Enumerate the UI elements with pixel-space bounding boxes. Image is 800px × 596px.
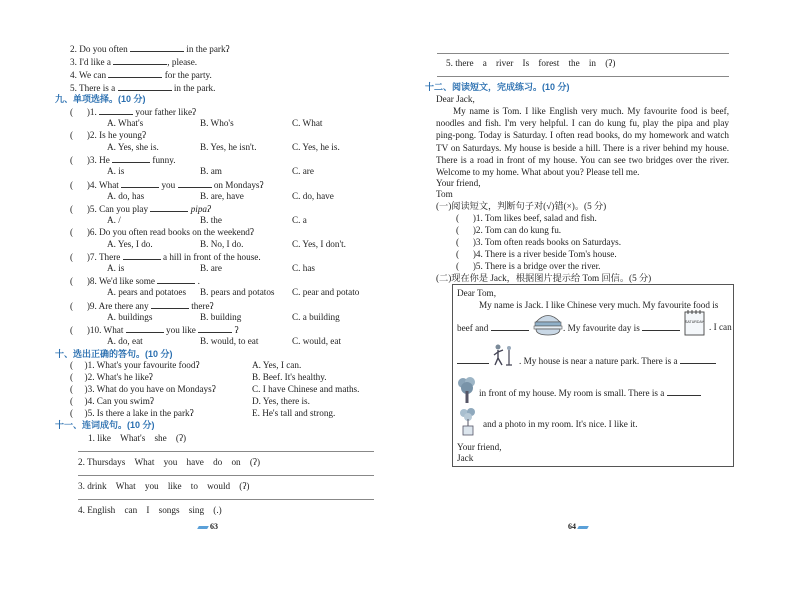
answer-blank[interactable]	[680, 355, 716, 364]
answer-blank[interactable]	[118, 82, 172, 91]
tf-item: ( )2. Tom can do kung fu.	[456, 225, 562, 235]
letter-signature: Tom	[436, 189, 453, 199]
answer-blank[interactable]	[642, 322, 680, 331]
section-12-title: 十二、阅读短文，完成练习。(10 分)	[425, 82, 570, 92]
match-question: ( )3. What do you have on Mondaysʔ	[70, 384, 216, 394]
mc-question: ( )9. Are there any thereʔ	[70, 300, 214, 311]
mc-question: ( )10. What you like ʔ	[70, 324, 239, 335]
mc-option-b[interactable]: B. the	[200, 214, 222, 225]
section-11-title: 十一、连词成句。(10 分)	[55, 420, 155, 430]
mc-option-a[interactable]: A. Yes, I do.	[107, 239, 153, 249]
page-number-left: 63	[196, 522, 218, 531]
reply-line-3: . My house is near a nature park. There is a	[519, 355, 716, 367]
answer-blank[interactable]	[151, 300, 189, 309]
calendar-icon	[683, 309, 707, 337]
mc-question: ( )7. There a hill in front of the house.	[70, 252, 261, 263]
match-question: ( )4. Can you swimʔ	[70, 396, 154, 406]
mc-question: ( )1. your father likeʔ	[70, 107, 197, 117]
answer-blank[interactable]	[667, 387, 701, 396]
reply-line-4: in front of my house. My room is small. There is a	[479, 387, 701, 399]
mc-option-a[interactable]: A. What's	[107, 118, 144, 128]
answer-blank[interactable]	[126, 324, 164, 333]
tf-item: ( )3. Tom often reads books on Saturdays.	[456, 237, 622, 247]
tree-icon	[455, 375, 479, 405]
reply-line-1: My name is Jack. I like Chinese very much. My favourite food is	[479, 300, 719, 310]
answer-blank[interactable]	[130, 43, 184, 52]
reply-line-3a	[457, 355, 489, 367]
fill-item: 2. Do you often in the parkʔ	[70, 44, 230, 54]
mc-option-c[interactable]: C. a	[292, 214, 307, 225]
part-2-title: (二)现在你是 Jack，根据图片提示给 Tom 回信。(5 分)	[436, 273, 652, 283]
kung-fu-icon	[491, 343, 515, 367]
match-question: ( )5. Is there a lake in the parkʔ	[70, 408, 194, 418]
answer-blank[interactable]	[99, 106, 133, 115]
answer-line[interactable]	[78, 475, 374, 476]
answer-blank[interactable]	[113, 56, 167, 65]
answer-line[interactable]	[437, 76, 729, 77]
match-answer[interactable]: E. He's tall and strong.	[252, 408, 336, 418]
mc-option-a[interactable]: A. do, has	[107, 190, 145, 201]
answer-blank[interactable]	[157, 275, 195, 284]
answer-blank[interactable]	[121, 179, 159, 188]
mc-question: ( )3. He funny.	[70, 155, 176, 166]
mc-option-b[interactable]: B. are, have	[200, 190, 244, 201]
order-item: 4. English can I songs sing (.)	[78, 505, 222, 515]
answer-blank[interactable]	[123, 251, 161, 260]
answer-blank[interactable]	[198, 324, 232, 333]
order-item: 2. Thursdays What you have do on (ʔ)	[78, 457, 261, 467]
answer-line[interactable]	[437, 53, 729, 54]
mc-option-b[interactable]: B. No, I do.	[200, 239, 244, 249]
mc-option-c[interactable]: C. pear and potato	[292, 287, 360, 298]
mc-option-a[interactable]: A. Yes, she is.	[107, 142, 159, 153]
mc-option-c[interactable]: C. Yes, I don't.	[292, 239, 346, 249]
match-answer[interactable]: A. Yes, I can.	[252, 360, 302, 370]
part-1-title: (一)阅读短文，判断句子对(√)错(×)。(5 分)	[436, 201, 607, 211]
match-answer[interactable]: C. I have Chinese and maths.	[252, 384, 360, 394]
mc-option-b[interactable]: B. are	[200, 263, 222, 274]
match-answer[interactable]: B. Beef. It's healthy.	[252, 372, 327, 382]
order-item: 1. like What's she (ʔ)	[88, 433, 187, 443]
mc-option-c[interactable]: C. a building	[292, 311, 340, 322]
mc-option-c[interactable]: C. would, eat	[292, 335, 341, 346]
reply-line-2b: . My favourite day is	[563, 322, 680, 334]
reply-letter-box	[452, 284, 734, 467]
mc-option-b[interactable]: B. Who's	[200, 118, 234, 128]
hamburger-icon	[533, 311, 563, 337]
mc-option-b[interactable]: B. would, to eat	[200, 335, 259, 346]
reply-greeting: Dear Tom,	[457, 288, 496, 298]
mc-question: ( )5. Can you play pipaʔ	[70, 203, 211, 214]
letter-body: My name is Tom. I like English very much. My favourite food is beef, noodles and fish. I'm very helpful. I can do kung fu, play the pipa and play ping-pong. Today is Saturday. I often read books, do my homework and watch TV on Saturdays. My house is beside a hill. There is a river behind my house. There is a road in front of my house. You can see two bridges over the river. Welcome to my home. What about you? Please tell me.	[436, 106, 729, 178]
mc-option-b[interactable]: B. Yes, he isn't.	[200, 142, 257, 153]
section-10-title: 十、选出正确的答句。(10 分)	[55, 349, 173, 359]
reply-line-2: beef and	[457, 322, 529, 334]
answer-blank[interactable]	[112, 154, 150, 163]
mc-option-c[interactable]: C. Yes, he is.	[292, 142, 340, 153]
answer-line[interactable]	[78, 499, 374, 500]
tf-item: ( )4. There is a river beside Tom's house.	[456, 249, 617, 259]
answer-blank[interactable]	[457, 355, 489, 364]
mc-option-a[interactable]: A. pears and potatoes	[107, 287, 187, 298]
match-question: ( )1. What's your favourite foodʔ	[70, 360, 200, 370]
mc-option-a[interactable]: A. /	[107, 214, 121, 225]
page-deco-icon	[577, 526, 589, 529]
mc-option-a[interactable]: A. do, eat	[107, 335, 143, 346]
mc-option-c[interactable]: C. are	[292, 166, 314, 177]
mc-option-b[interactable]: B. pears and potatos	[200, 287, 275, 298]
answer-blank[interactable]	[491, 322, 529, 331]
mc-option-b[interactable]: B. building	[200, 311, 242, 322]
fill-item: 4. We can for the party.	[70, 70, 212, 80]
calendar-day-label: SATURDAY	[684, 320, 705, 324]
reply-closing: Your friend,	[457, 442, 502, 452]
reply-signature: Jack	[457, 453, 474, 463]
answer-blank[interactable]	[150, 203, 188, 212]
match-answer[interactable]: D. Yes, there is.	[252, 396, 310, 406]
mc-option-a[interactable]: A. is	[107, 263, 125, 274]
section-9-title: 九、单项选择。(10 分)	[55, 94, 146, 104]
mc-option-c[interactable]: C. has	[292, 263, 315, 274]
mc-question: ( )6. Do you often read books on the weekendʔ	[70, 227, 254, 237]
flower-vase-icon	[457, 407, 479, 437]
answer-line[interactable]	[78, 451, 374, 452]
fill-item: 3. I'd like a , please.	[70, 57, 198, 67]
tf-item: ( )1. Tom likes beef, salad and fish.	[456, 213, 597, 223]
answer-blank[interactable]	[178, 179, 212, 188]
order-item: 3. drink What you like to would (ʔ)	[78, 481, 250, 491]
mc-option-a[interactable]: A. is	[107, 166, 125, 177]
page-number-right: 64	[568, 522, 590, 531]
page-deco-icon	[197, 526, 209, 529]
mc-question: ( )4. What you on Mondaysʔ	[70, 179, 264, 190]
tf-item: ( )5. There is a bridge over the river.	[456, 261, 601, 271]
reply-line-5: and a photo in my room. It's nice. I like it.	[483, 419, 638, 429]
mc-question: ( )2. Is he youngʔ	[70, 130, 147, 141]
letter-greeting: Dear Jack,	[436, 94, 475, 104]
mc-question: ( )8. We'd like some .	[70, 276, 200, 287]
mc-option-b[interactable]: B. am	[200, 166, 222, 177]
order-item: 5. there a river Is forest the in (ʔ)	[446, 58, 616, 68]
mc-option-a[interactable]: A. buildings	[107, 311, 153, 322]
answer-blank[interactable]	[108, 69, 162, 78]
fill-item: 5. There is a in the park.	[70, 83, 216, 93]
reply-line-2c: . I can	[709, 322, 732, 332]
mc-option-c[interactable]: C. What	[292, 118, 323, 128]
letter-closing: Your friend,	[436, 178, 481, 188]
mc-option-c[interactable]: C. do, have	[292, 190, 334, 201]
match-question: ( )2. What's he likeʔ	[70, 372, 153, 382]
